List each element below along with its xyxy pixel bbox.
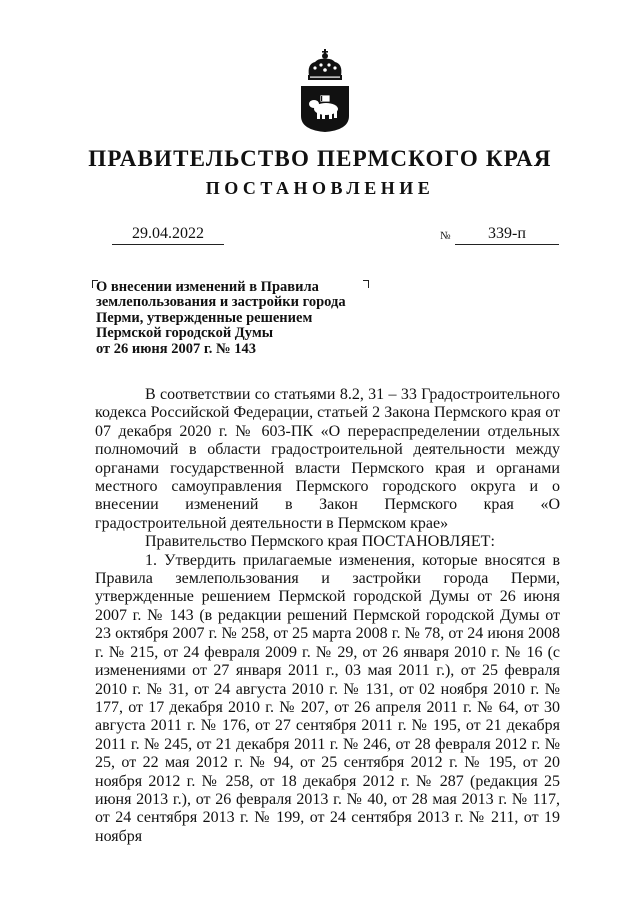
subject-line: Пермской городской Думы <box>96 325 274 342</box>
subject-line: землепользования и застройки города <box>96 294 346 311</box>
document-subject <box>96 280 366 357</box>
document-body <box>95 386 560 846</box>
number-sign: № <box>440 230 451 242</box>
item-1-paragraph: 1. Утвердить прилагаемые изменения, которые вносятся в Правила землепользования и застройки города Перми, утвержденные решением Пермской городской Думы от 26 июня 2007 г. № 143 (в редакции решений Пермской городской Думы от 23 октября 2007 г. № 258, от 25 марта 2008 г. № 78, от 24 июня 2008 г. № 215, от 24 февраля 2009 г. № 29, от 26 января 2010 г. № 16 (с изменениями от 27 января 2011 г., 03 мая 2011 г.), от 25 февраля 2010 г. № 31, от 24 августа 2010 г. № 131, от 02 ноября 2010 г. № 177, от 17 декабря 2010 г. № 207, от 26 апреля 2011 г. № 64, от 30 августа 2011 г. № 176, от 27 сентября 2011 г. № 195, от 21 декабря 2011 г. № 245, от 21 декабря 2011 г. № 246, от 28 февраля 2012 г. № 25, от 22 мая 2012 г. № 94, от 25 сентября 2012 г. № 195, от 20 ноября 2012 г. № 258, от 18 декабря 2012 г. № 287 (редакция 25 июня 2013 г.), от 26 февраля 2013 г. № 40, от 28 мая 2013 г. № 117, от 24 сентября 2013 г. № 199, от 24 сентября 2013 г. № 211, от 19 ноября <box>95 551 560 845</box>
subject-line: О внесении изменений в Правила <box>96 279 319 295</box>
resolves-paragraph: Правительство Пермского края ПОСТАНОВЛЯЕТ: <box>145 533 495 551</box>
subject-line: Перми, утвержденные решением <box>96 309 313 326</box>
document-type: ПОСТАНОВЛЕНИЕ <box>205 178 435 198</box>
coat-of-arms-icon <box>297 46 353 132</box>
organization-title: ПРАВИТЕЛЬСТВО ПЕРМСКОГО КРАЯ <box>88 146 552 171</box>
document-date: 29.04.2022 <box>112 224 224 245</box>
preamble-paragraph: В соответствии со статьями 8.2, 31 – 33 Градостроительного кодекса Российской Федерации, статьей 2 Закона Пермского края от 07 декабря 2020 г. № 603-ПК «О перераспределении отдельных полномочий в области градостроительной деятельности между органами государственной власти Пермского края и органами местного самоуправления Пермского городского округа и о внесении изменений в Закон Пермского края «О градостроительной деятельности в Пермском крае» <box>95 386 560 532</box>
subject-line: от 26 июня 2007 г. № 143 <box>96 340 256 357</box>
document-number: 339-п <box>455 224 559 245</box>
